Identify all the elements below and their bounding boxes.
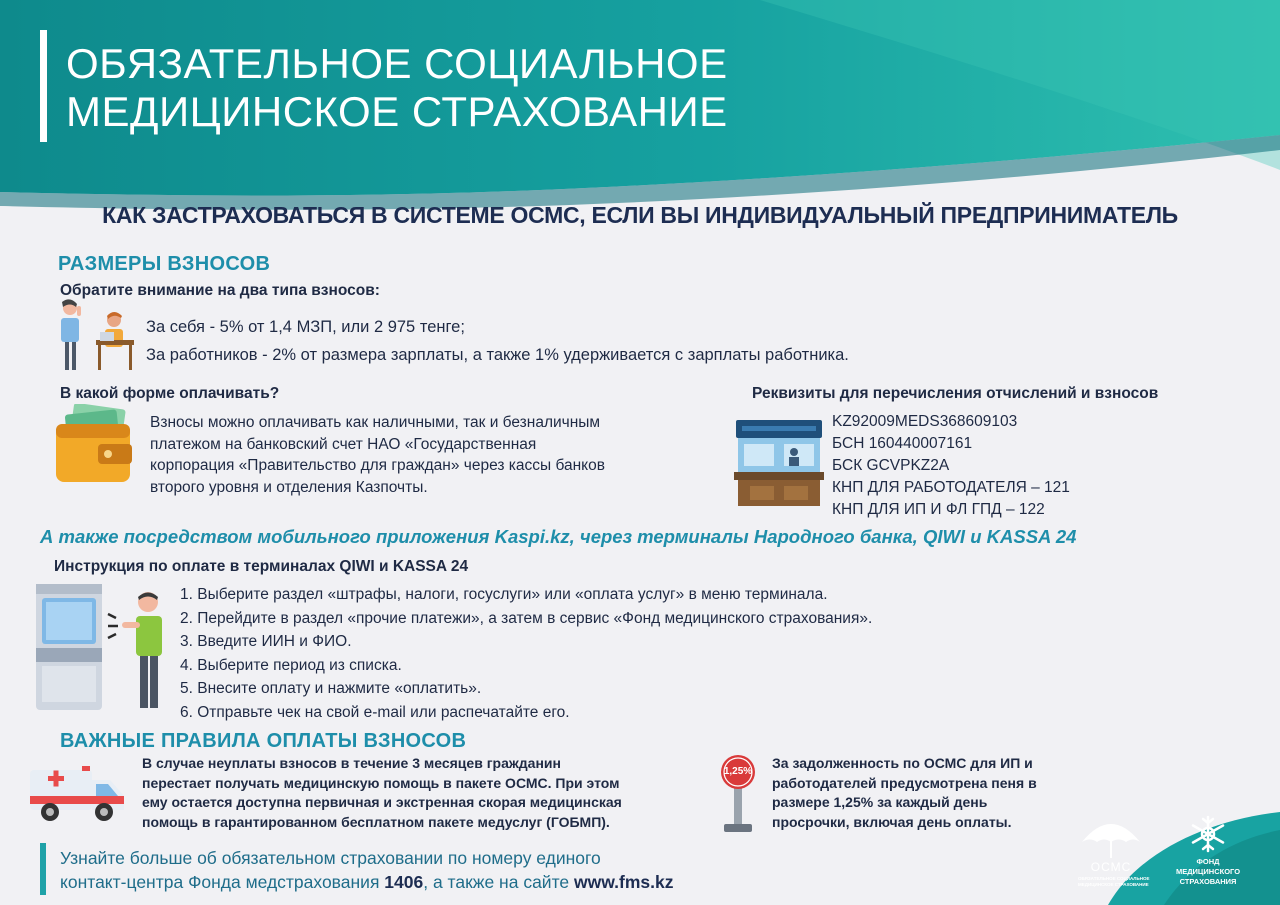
payment-form-title: В какой форме оплачивать? (60, 385, 280, 402)
footer-line1: Узнайте больше об обязательном страховании по номеру единого (60, 848, 601, 868)
payment-form-text (150, 412, 690, 498)
footer-site-link[interactable]: www.fms.kz (574, 872, 674, 892)
step-item: 5. Внесите оплату и нажмите «оплатить». (180, 680, 482, 697)
requisites-list (832, 411, 1070, 521)
osms-logo-sub2: МЕДИЦИНСКОЕ СТРАХОВАНИЕ (1078, 882, 1149, 887)
page-title-line2: МЕДИЦИНСКОЕ СТРАХОВАНИЕ (66, 88, 728, 135)
rule-penalty-line: размере 1,25% за каждый день (772, 794, 988, 810)
rule-nonpayment (142, 754, 712, 832)
osms-logo-sub1: ОБЯЗАТЕЛЬНОЕ СОЦИАЛЬНОЕ (1078, 876, 1150, 881)
ambulance-icon (28, 764, 128, 826)
fund-logo-text (1168, 857, 1248, 887)
footer-line2-middle: , а также на сайте (423, 872, 574, 892)
fund-logo-line2: МЕДИЦИНСКОГО (1175, 867, 1241, 876)
contributions-title: РАЗМЕРЫ ВЗНОСОВ (58, 253, 271, 275)
step-item: 2. Перейдите в раздел «прочие платежи», а затем в сервис «Фонд медицинского страхования». (180, 609, 873, 627)
payment-form-line4: второго уровня и отделения Казпочты. (150, 478, 428, 496)
osms-umbrella-logo (1078, 812, 1144, 862)
rule-penalty-line: работодателей предусмотрена пеня в (772, 774, 1037, 791)
footer-phone: 1406 (384, 872, 424, 892)
requisite-item: КНП ДЛЯ РАБОТОДАТЕЛЯ – 121 (832, 479, 1070, 496)
footer-accent-bar (40, 843, 46, 895)
page-title (66, 40, 728, 136)
contribution-rates (146, 313, 849, 369)
fund-logo-line3: СТРАХОВАНИЯ (1179, 877, 1237, 886)
step-item: 6. Отправьте чек на свой e-mail или распечатайте его. (180, 703, 570, 721)
footer-contact (60, 846, 674, 894)
osms-logo-text: ОСМС (1090, 860, 1132, 874)
header-accent-bar (40, 30, 47, 142)
requisite-item: КНП ДЛЯ ИП И ФЛ ГПД – 122 (832, 501, 1045, 518)
step-item: 3. Введите ИИН и ФИО. (180, 633, 352, 650)
bank-counter-icon (734, 418, 824, 508)
rate-employees: За работников - 2% от размера зарплаты, а также 1% удерживается с зарплаты работника. (146, 346, 849, 364)
fund-logo-line1: ФОНД (1196, 857, 1220, 866)
rule-penalty (772, 754, 1102, 832)
rule-penalty-line: просрочки, включая день оплаты. (772, 813, 1012, 830)
fund-snowflake-logo (1188, 814, 1228, 854)
step-item: 1. Выберите раздел «штрафы, налоги, госуслуги» или «оплата услуг» в меню терминала. (180, 586, 828, 603)
footer-line2-prefix: контакт-центра Фонда медстрахования (60, 872, 385, 892)
rules-title: ВАЖНЫЕ ПРАВИЛА ОПЛАТЫ ВЗНОСОВ (60, 730, 467, 752)
rate-self: За себя - 5% от 1,4 МЗП, или 2 975 тенге; (146, 318, 465, 336)
requisite-item: БСК GCVPKZ2A (832, 457, 950, 474)
people-working-icon (52, 298, 136, 372)
rule-penalty-line: За задолженность по ОСМС для ИП и (772, 755, 1033, 771)
requisite-item: KZ92009MEDS368609103 (832, 413, 1018, 430)
osms-logo-subtext (1078, 876, 1150, 888)
rule-nonpayment-line: помощь в гарантированном бесплатном пакете медуслуг (ГОБМП). (142, 813, 610, 830)
payment-form-line3: корпорация «Правительство для граждан» через кассы банков (150, 457, 605, 474)
terminal-instructions-title: Инструкция по оплате в терминалах QIWI и KASSA 24 (54, 558, 469, 575)
kaspi-line: А также посредством мобильного приложения Kaspi.kz, через терминалы Народного банка, QIWI и KASSA 24 (40, 526, 1077, 547)
rule-nonpayment-line: В случае неуплаты взносов в течение 3 месяцев гражданин (142, 755, 561, 771)
penalty-sign-value: 1,25% (723, 766, 753, 777)
contributions-note: Обратите внимание на два типа взносов: (60, 282, 380, 299)
requisites-title: Реквизиты для перечисления отчислений и взносов (752, 385, 1159, 402)
page-subtitle: КАК ЗАСТРАХОВАТЬСЯ В СИСТЕМЕ ОСМС, ЕСЛИ ВЫ ИНДИВИДУАЛЬНЫЙ ПРЕДПРИНИМАТЕЛЬ (102, 202, 1178, 228)
payment-form-line1: Взносы можно оплачивать как наличными, так и безналичным (150, 414, 601, 431)
terminal-steps (180, 583, 872, 724)
penalty-sign-icon (716, 754, 760, 834)
footer-line2 (60, 870, 674, 894)
payment-terminal-icon (36, 582, 170, 712)
wallet-icon (52, 404, 136, 486)
rule-nonpayment-line: ему остается доступна первичная и экстренная скорая медицинская (142, 794, 622, 810)
requisite-item: БСН 160440007161 (832, 435, 973, 452)
page-title-line1: ОБЯЗАТЕЛЬНОЕ СОЦИАЛЬНОЕ (66, 40, 728, 87)
rule-nonpayment-line: перестает получать медицинскую помощь в пакете ОСМС. При этом (142, 774, 620, 791)
step-item: 4. Выберите период из списка. (180, 656, 402, 674)
payment-form-line2: платежом на банковский счет НАО «Государственная (150, 435, 537, 453)
